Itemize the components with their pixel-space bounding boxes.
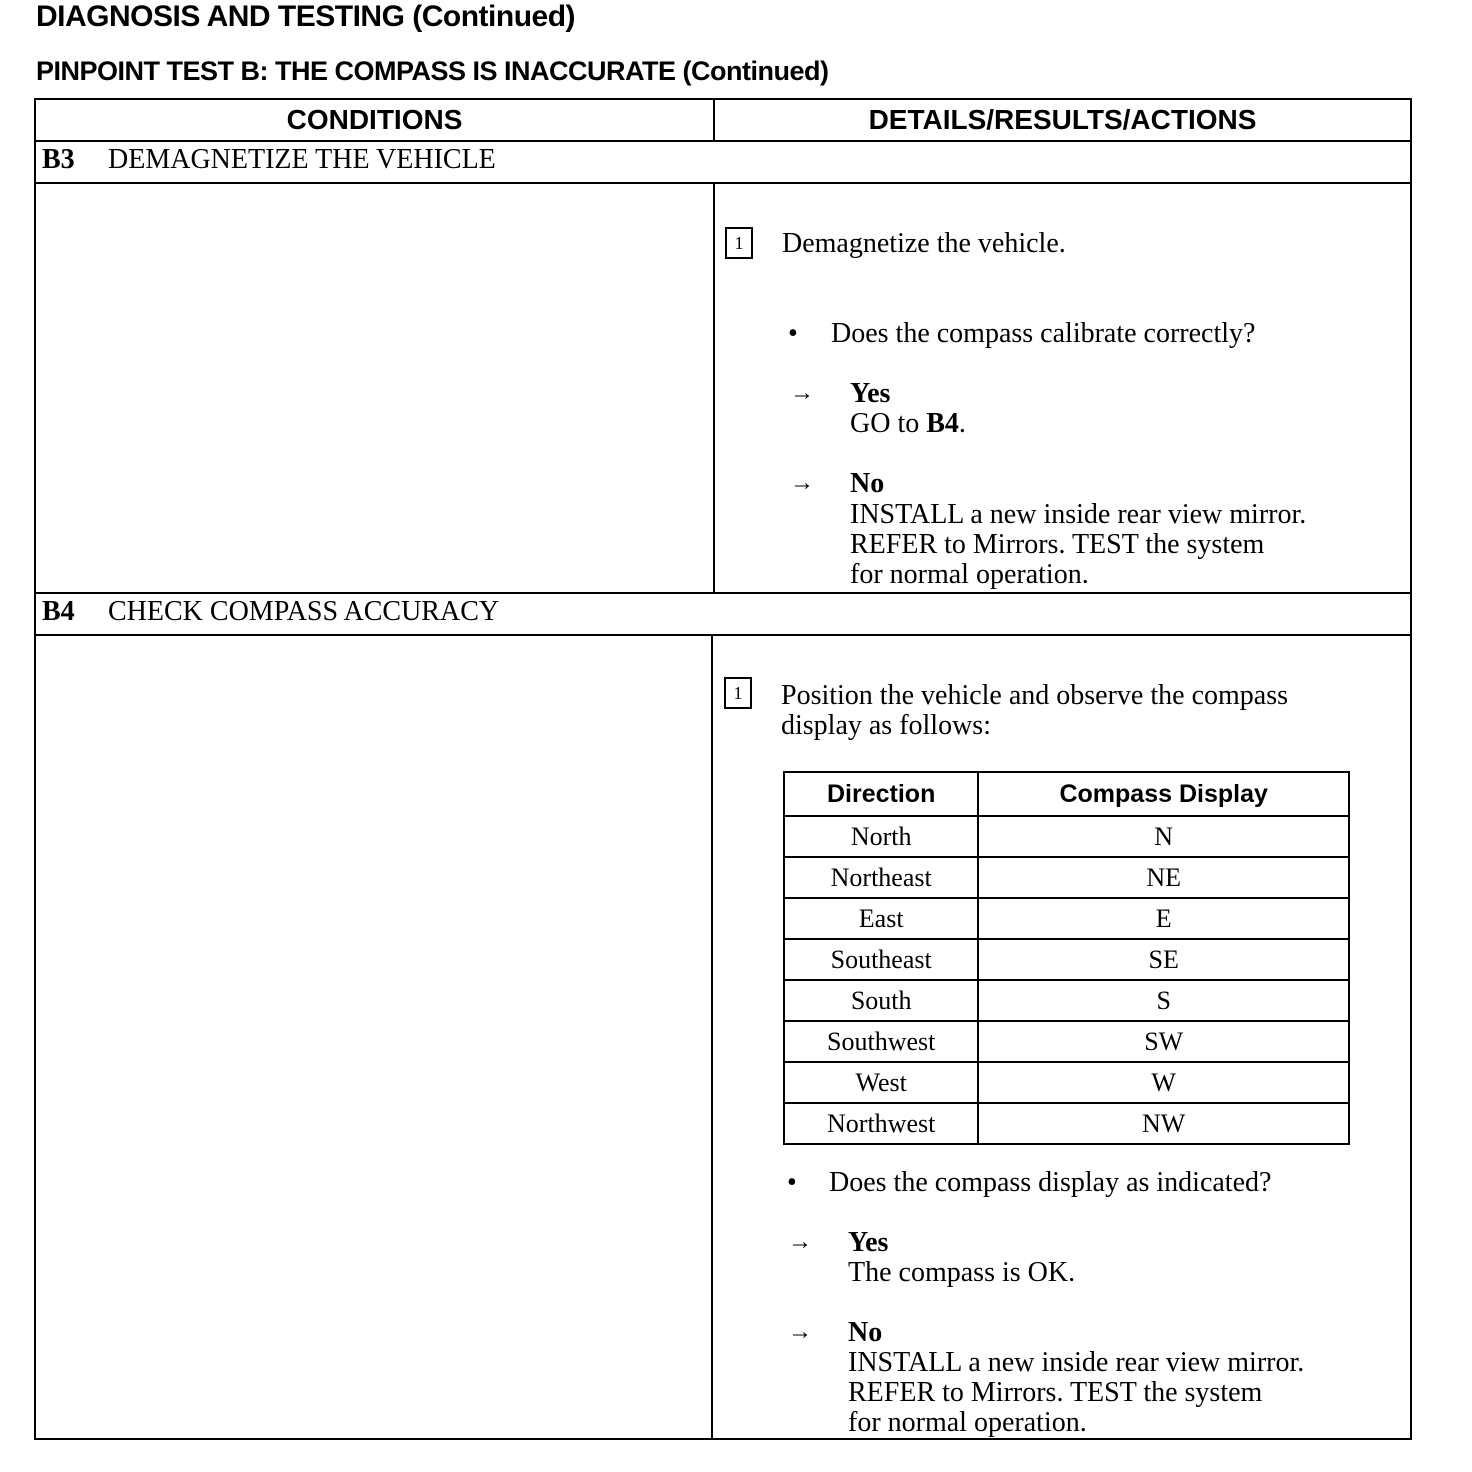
- compass-direction-table: [783, 771, 1350, 1145]
- direction-cell: Northeast: [784, 857, 978, 898]
- bullet-icon: •: [787, 1167, 797, 1198]
- question-text: Does the compass calibrate correctly?: [831, 318, 1256, 349]
- step-title: DEMAGNETIZE THE VEHICLE: [108, 144, 496, 175]
- table-header-row: [784, 772, 1349, 816]
- direction-cell: Northwest: [784, 1103, 978, 1144]
- display-cell: SE: [978, 939, 1349, 980]
- direction-cell: East: [784, 898, 978, 939]
- table-row: [784, 980, 1349, 1021]
- step-id: B4: [42, 596, 75, 627]
- b3-title-divider: [34, 182, 1412, 184]
- instruction-text: Position the vehicle and observe the compass: [781, 680, 1288, 711]
- display-cell: NE: [978, 857, 1349, 898]
- direction-cell: Southwest: [784, 1021, 978, 1062]
- column-header-compass-display: Compass Display: [978, 772, 1349, 816]
- table-row: [784, 898, 1349, 939]
- substep-number-box: 1: [725, 227, 753, 259]
- no-action-line: INSTALL a new inside rear view mirror.: [848, 1347, 1305, 1378]
- step-reference: B4: [926, 408, 959, 439]
- yes-label: Yes: [850, 378, 891, 409]
- direction-cell: North: [784, 816, 978, 857]
- arrow-right-icon: →: [788, 1229, 812, 1255]
- instruction-text: Demagnetize the vehicle.: [782, 228, 1066, 259]
- no-action-line: REFER to Mirrors. TEST the system: [848, 1377, 1263, 1408]
- direction-cell: West: [784, 1062, 978, 1103]
- table-row: [784, 1062, 1349, 1103]
- no-action-line: INSTALL a new inside rear view mirror.: [850, 499, 1307, 530]
- conditions-header: CONDITIONS: [286, 104, 463, 135]
- step-b3-title-row: [42, 144, 496, 176]
- details-header: DETAILS/RESULTS/ACTIONS: [868, 104, 1257, 135]
- display-cell: NW: [978, 1103, 1349, 1144]
- page-title: DIAGNOSIS AND TESTING (Continued): [36, 0, 576, 33]
- b3-column-divider: [713, 182, 715, 594]
- header-divider: [34, 140, 1412, 142]
- display-cell: SW: [978, 1021, 1349, 1062]
- arrow-right-icon: →: [790, 470, 814, 496]
- no-action-line: REFER to Mirrors. TEST the system: [850, 529, 1265, 560]
- pinpoint-test-title: PINPOINT TEST B: THE COMPASS IS INACCURATE (Continued): [36, 56, 829, 86]
- question-text: Does the compass display as indicated?: [829, 1167, 1272, 1198]
- step-title: CHECK COMPASS ACCURACY: [108, 596, 500, 627]
- table-row: [784, 1021, 1349, 1062]
- no-action-line: for normal operation.: [850, 559, 1089, 590]
- table-row: [784, 939, 1349, 980]
- display-cell: W: [978, 1062, 1349, 1103]
- step-b4-title-row: [42, 596, 499, 628]
- column-header-direction: Direction: [784, 772, 978, 816]
- substep-number-box: 1: [724, 677, 752, 709]
- no-label: No: [848, 1317, 883, 1348]
- instruction-text: display as follows:: [781, 710, 991, 741]
- display-cell: N: [978, 816, 1349, 857]
- table-row: [784, 816, 1349, 857]
- no-label: No: [850, 468, 885, 499]
- yes-action: GO to B4.: [850, 408, 966, 439]
- pinpoint-table: [34, 98, 1412, 1440]
- arrow-right-icon: →: [790, 380, 814, 406]
- b4-divider: [34, 592, 1412, 594]
- b4-column-divider: [711, 634, 713, 1440]
- table-row: [784, 1103, 1349, 1144]
- display-cell: E: [978, 898, 1349, 939]
- direction-cell: South: [784, 980, 978, 1021]
- yes-label: Yes: [848, 1227, 889, 1258]
- direction-cell: Southeast: [784, 939, 978, 980]
- table-row: [784, 857, 1349, 898]
- arrow-right-icon: →: [788, 1319, 812, 1345]
- step-id: B3: [42, 144, 75, 175]
- b4-title-divider: [34, 634, 1412, 636]
- yes-action: The compass is OK.: [848, 1257, 1076, 1288]
- bullet-icon: •: [788, 318, 798, 349]
- display-cell: S: [978, 980, 1349, 1021]
- no-action-line: for normal operation.: [848, 1407, 1087, 1438]
